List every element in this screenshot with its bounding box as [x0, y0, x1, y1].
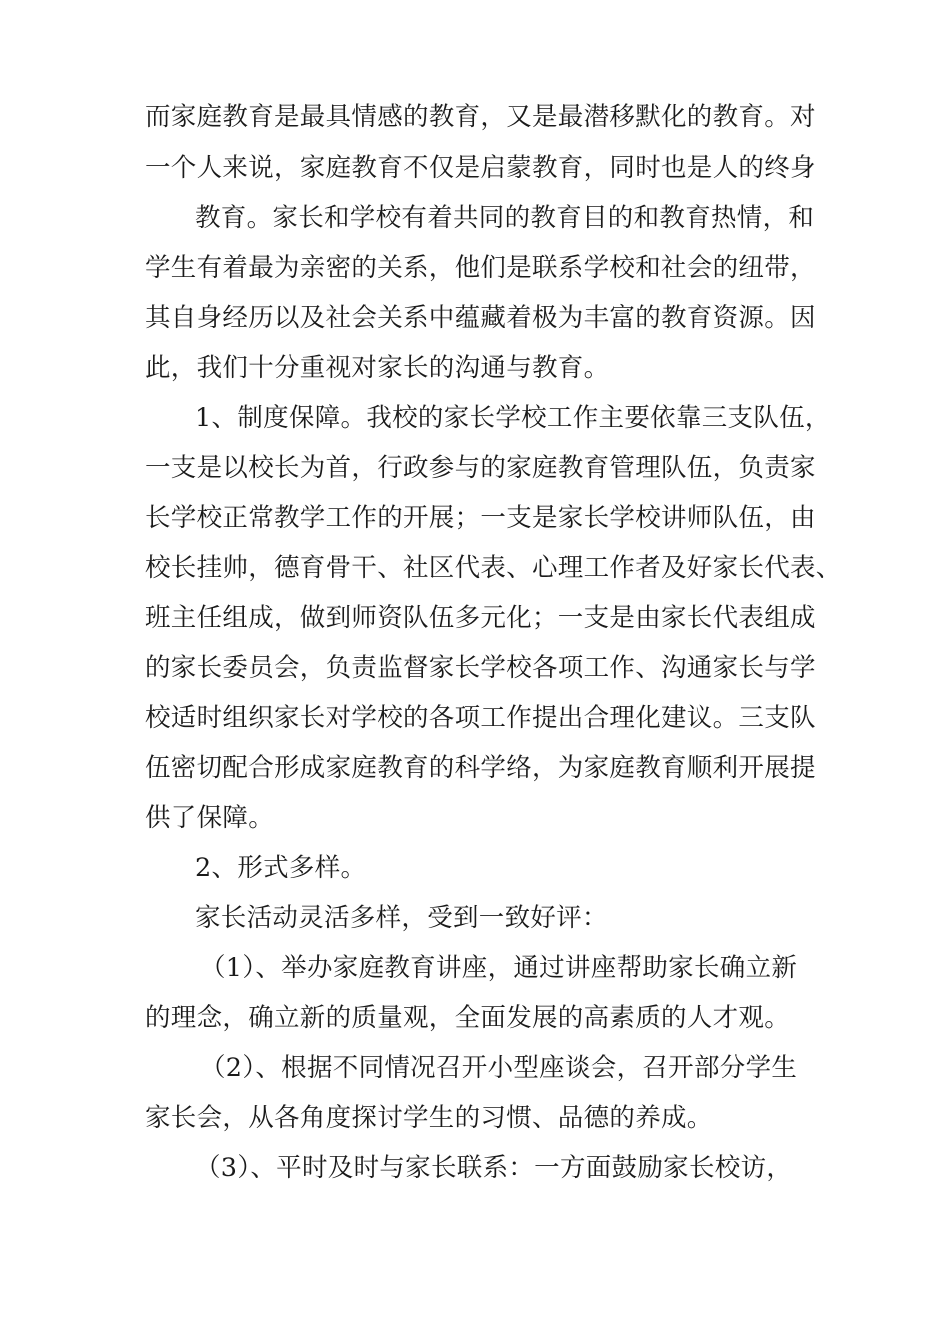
text-line: 家长会，从各角度探讨学生的习惯、品德的养成。: [145, 1103, 713, 1133]
text-line: 学生有着最为亲密的关系，他们是联系学校和社会的纽带，: [145, 253, 816, 283]
text-line: 校长挂帅，德育骨干、社区代表、心理工作者及好家长代表、: [145, 553, 842, 583]
text-line: 班主任组成，做到师资队伍多元化；一支是由家长代表组成: [145, 603, 816, 633]
text-line: 家长活动灵活多样，受到一致好评：: [195, 903, 608, 933]
text-line: 供了保障。: [145, 803, 275, 833]
text-line: （1）、举办家庭教育讲座，通过讲座帮助家长确立新: [200, 953, 798, 983]
text-line: （3）、平时及时与家长联系：一方面鼓励家长校访，: [195, 1153, 793, 1183]
text-line: （2）、根据不同情况召开小型座谈会，召开部分学生: [200, 1053, 798, 1083]
text-line: 的理念，确立新的质量观，全面发展的高素质的人才观。: [145, 1003, 791, 1033]
text-line: 一个人来说，家庭教育不仅是启蒙教育，同时也是人的终身: [145, 153, 816, 183]
text-line: 而家庭教育是最具情感的教育，又是最潜移默化的教育。对: [145, 102, 816, 132]
text-line: 教育。家长和学校有着共同的教育目的和教育热情，和: [195, 203, 815, 233]
text-line: 一支是以校长为首，行政参与的家庭教育管理队伍，负责家: [145, 453, 816, 483]
text-line: 其自身经历以及社会关系中蕴藏着极为丰富的教育资源。因: [145, 303, 816, 333]
text-line: 2、形式多样。: [195, 853, 367, 883]
text-line: 校适时组织家长对学校的各项工作提出合理化建议。三支队: [145, 703, 816, 733]
text-line: 伍密切配合形成家庭教育的科学络，为家庭教育顺利开展提: [145, 753, 816, 783]
text-line: 此，我们十分重视对家长的沟通与教育。: [145, 353, 610, 383]
text-line: 的家长委员会，负责监督家长学校各项工作、沟通家长与学: [145, 653, 816, 683]
text-line: 长学校正常教学工作的开展；一支是家长学校讲师队伍，由: [145, 503, 816, 533]
text-line: 1、制度保障。我校的家长学校工作主要依靠三支队伍，: [195, 403, 831, 433]
